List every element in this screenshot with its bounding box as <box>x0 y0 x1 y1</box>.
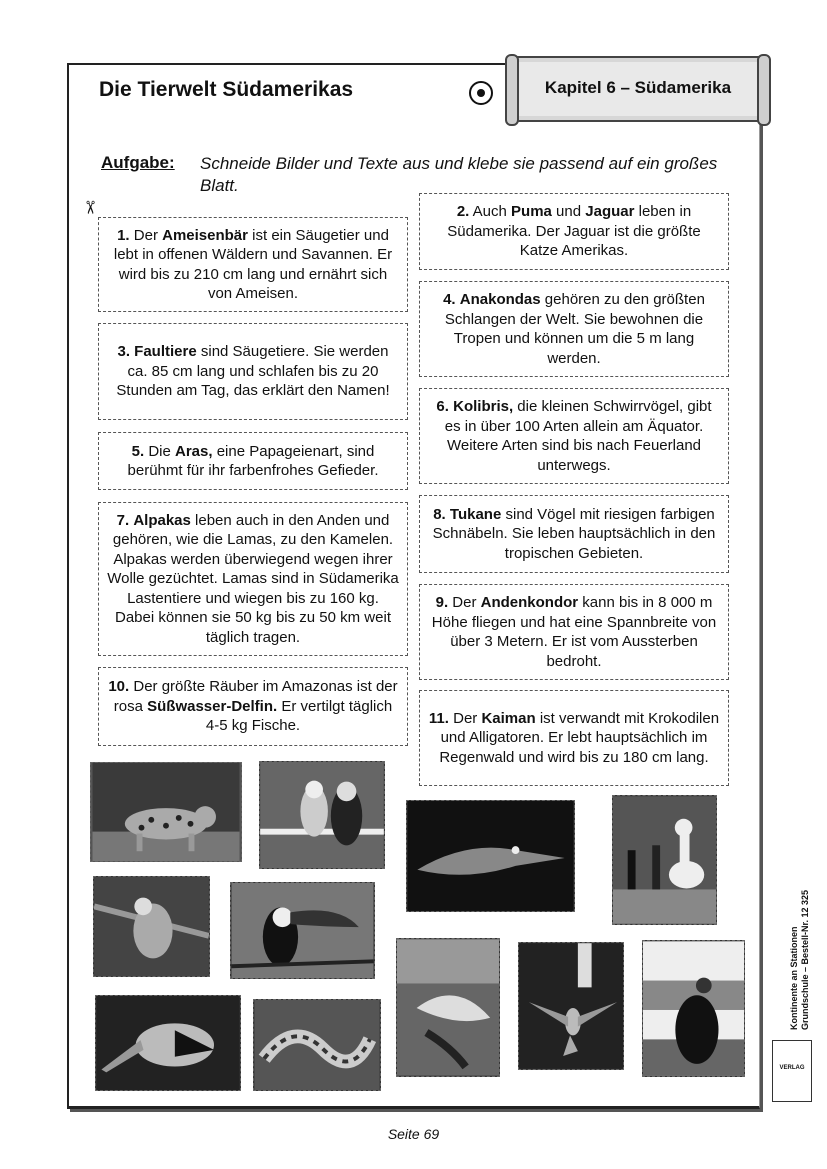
dolphin-photo[interactable] <box>396 938 500 1077</box>
chapter-banner <box>513 56 763 122</box>
hummingbird-photo[interactable] <box>518 942 624 1070</box>
text-card-1[interactable]: 1. Der Ameisenbär ist ein Säugetier und lebt in offenen Wäldern und Savannen. Er wird bis zu 210 cm lang und ernährt sich von Ameisen. <box>98 217 408 312</box>
target-icon <box>469 81 493 105</box>
text-card-9[interactable]: 9. Der Andenkondor kann bis in 8 000 m Höhe fliegen und hat eine Spannbreite von über 3 Metern. Er ist vom Aussterben bedroht. <box>419 584 729 680</box>
sloth-photo[interactable] <box>93 876 210 977</box>
chapter-label: Kapitel 6 – Südamerika <box>544 78 732 97</box>
text-card-3[interactable]: 3. Faultiere sind Säugetiere. Sie werden ca. 85 cm lang und schlafen bis zu 20 Stunden am Tag, das erklärt den Namen! <box>98 323 408 420</box>
text-card-5[interactable]: 5. Die Aras, eine Papageienart, sind berühmt für ihr farbenfrohes Gefieder. <box>98 432 408 490</box>
text-card-8[interactable]: 8. Tukane sind Vögel mit riesigen farbigen Schnäbeln. Sie leben hauptsächlich in den tropischen Gebieten. <box>419 495 729 573</box>
jaguar-photo[interactable] <box>90 762 242 862</box>
text-card-4[interactable]: 4. Anakondas gehören zu den größten Schlangen der Welt. Sie bewohnen die Tropen und können um die 5 m lang werden. <box>419 281 729 377</box>
toucan-photo[interactable] <box>230 882 375 979</box>
alpaca-photo[interactable] <box>612 795 717 925</box>
anteater-photo[interactable] <box>95 995 241 1091</box>
macaw-photo[interactable] <box>259 761 385 869</box>
publisher-logo: VERLAG <box>772 1040 812 1102</box>
text-card-10[interactable]: 10. Der größte Räuber im Amazonas ist der rosa Süßwasser-Delfin. Er vertilgt täglich 4-5 kg Fische. <box>98 667 408 746</box>
task-label: Aufgabe: <box>101 153 175 172</box>
text-card-2[interactable]: 2. Auch Puma und Jaguar leben in Südamerika. Der Jaguar ist die größte Katze Amerikas. <box>419 193 729 270</box>
condor-photo[interactable] <box>642 940 745 1077</box>
text-card-11[interactable]: 11. Der Kaiman ist verwandt mit Krokodilen und Alligatoren. Er lebt hauptsächlich im Regenwald und wird bis zu 180 cm lang. <box>419 690 729 786</box>
caiman-photo[interactable] <box>406 800 575 912</box>
text-card-6[interactable]: 6. Kolibris, die kleinen Schwirrvögel, gibt es in über 100 Arten allein am Äquator. Weitere Arten sind bis nach Feuerland unterwegs. <box>419 388 729 484</box>
text-card-7[interactable]: 7. Alpakas leben auch in den Anden und gehören, wie die Lamas, zu den Kamelen. Alpakas werden überwiegend wegen ihrer Wolle gezüchtet. Lamas sind in Südamerika Lastentiere und wiegen bis zu 160 kg. Dabei können sie 50 kg bis zu 50 km weit täglich tragen. <box>98 502 408 656</box>
page-number: Seite 69 <box>387 1126 440 1142</box>
scissors-icon: ✂ <box>80 199 101 216</box>
anaconda-photo[interactable] <box>253 999 381 1091</box>
side-publisher-info: Kontinente an Stationen Grundschule – Bestell-Nr. 12 325 <box>789 889 810 1030</box>
page-title: Die Tierwelt Südamerikas <box>99 78 354 101</box>
task-text: Schneide Bilder und Texte aus und klebe sie passend auf ein großes Blatt. <box>200 154 718 195</box>
